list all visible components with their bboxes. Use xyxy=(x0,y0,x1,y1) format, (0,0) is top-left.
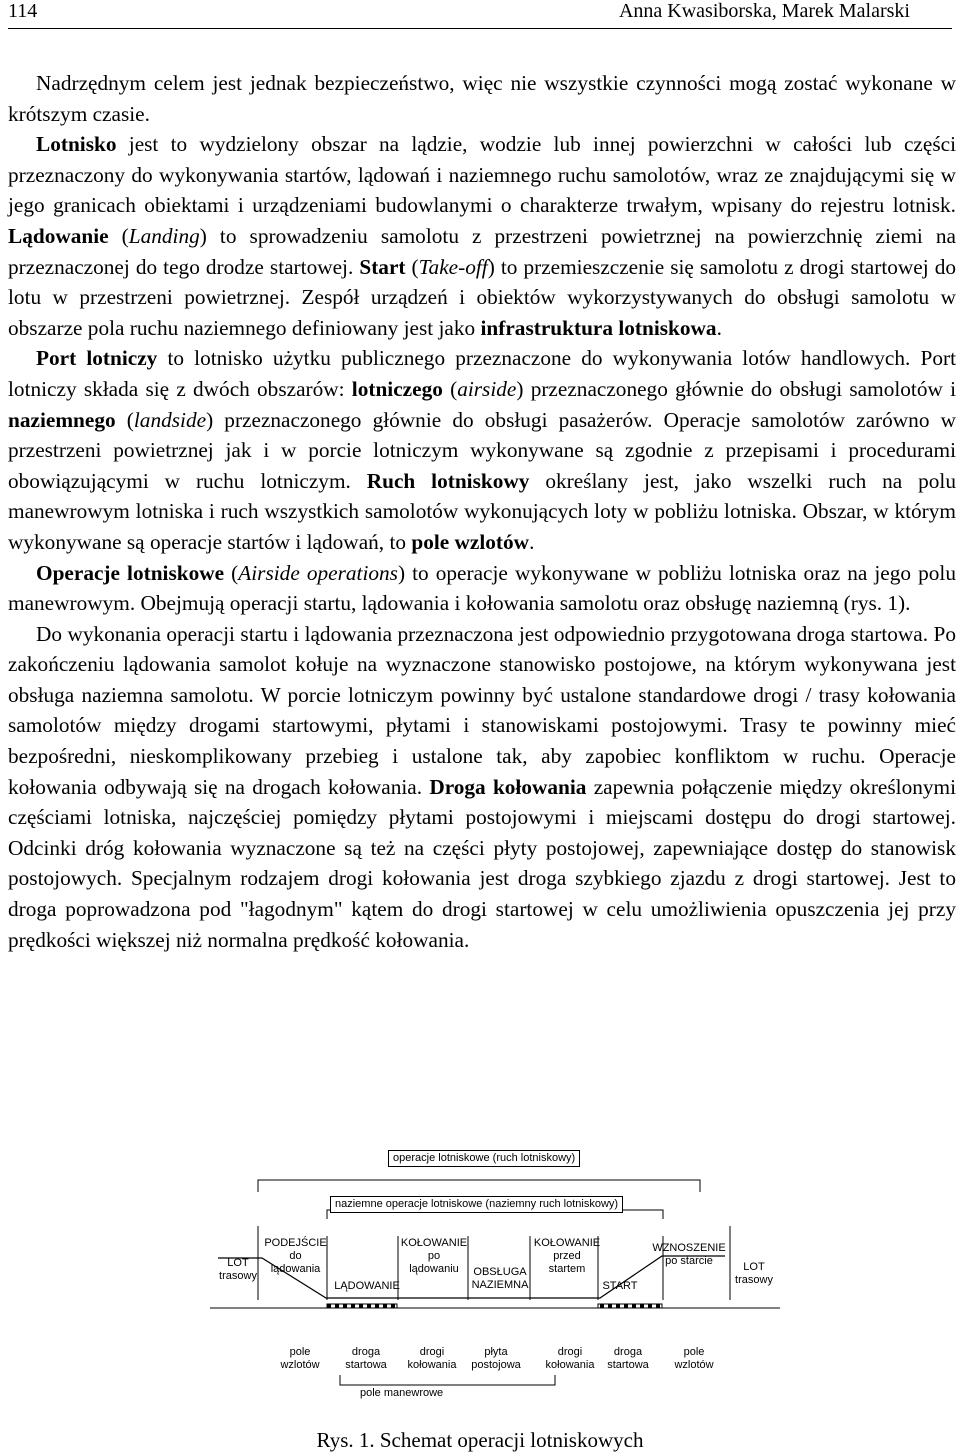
italic-term: Take-off xyxy=(418,254,488,279)
phase-label: PODEJŚCIE do lądowania xyxy=(264,1237,327,1275)
bold-term: naziemnego xyxy=(8,407,116,432)
text-run: to lotnisko użytku publicznego przeznaczone do wykonywania lotów handlowych. Port lotniczy składa się z dwóch obszarów: xyxy=(8,346,956,401)
paragraph xyxy=(8,558,956,619)
text-run: ( xyxy=(442,376,458,401)
text-run: ( xyxy=(115,407,134,432)
page-number: 114 xyxy=(8,0,38,22)
phase-label: LOT trasowy xyxy=(219,1257,257,1282)
paragraph xyxy=(8,619,956,956)
text-run: ( xyxy=(108,223,129,248)
text-run: ) przeznaczonego głównie do obsługi samolotów i xyxy=(516,376,956,401)
phase-label: WZNOSZENIE po starcie xyxy=(652,1242,726,1267)
area-label: pole wzlotów xyxy=(280,1346,320,1371)
text-run: . xyxy=(716,315,722,340)
paragraph xyxy=(8,68,956,129)
phase-label: LĄDOWANIE xyxy=(334,1280,400,1292)
phase-label: OBSŁUGA NAZIEMNA xyxy=(471,1266,529,1291)
body-text xyxy=(8,68,956,955)
bold-term: Ruch lotniskowy xyxy=(366,468,530,493)
paragraph xyxy=(8,129,956,343)
area-label: pole wzlotów xyxy=(674,1346,714,1371)
bold-term: Operacje lotniskowe xyxy=(36,560,225,585)
italic-term: landside xyxy=(133,407,207,432)
area-label: droga startowa xyxy=(345,1346,387,1371)
top-box-label: operacje lotniskowe (ruch lotniskowy) xyxy=(388,1150,580,1167)
italic-term: Airside operations xyxy=(238,560,398,585)
paragraph xyxy=(8,343,956,557)
text-run: ) to operacje wykonywane w pobliżu lotniska oraz na jego polu manewrowym. Obejmują operacji startu, lądowania i kołowania samolotu oraz obsługę naziemną (rys. 1). xyxy=(8,560,956,616)
text-run: ) to sprowadzeniu samolotu z przestrzeni powietrznej na powierzchnię ziemi na przeznaczonej do tego drodze startowej. xyxy=(8,223,956,279)
airport-operations-diagram xyxy=(0,1140,960,1420)
italic-term: airside xyxy=(457,376,517,401)
phase-label: KOŁOWANIE przed startem xyxy=(533,1237,601,1275)
header-rule xyxy=(8,28,952,29)
text-run: ( xyxy=(405,254,419,279)
bold-term: Port lotniczy xyxy=(36,346,158,371)
text-run: zapewnia połączenie między określonymi częściami lotniska, najczęściej pomiędzy płytami postojowymi i miejscami dostępu do drogi startowej. Odcinki dróg kołowania wyznaczone są też na części płyty postojowej, zapewniające dostęp do stanowisk postojowych. Specjalnym rodzajem drogi kołowania jest droga szybkiego zjazdu z drogi startowej. Jest to droga poprowadzona pod "łagodnym" kątem do drogi startowej w celu umożliwienia opuszczenia jej przy prędkości większej niż normalna prędkość kołowania. xyxy=(8,774,957,952)
running-head: Anna Kwasiborska, Marek Malarski xyxy=(618,0,910,22)
phase-label: LOT trasowy xyxy=(735,1261,773,1286)
text-run: określany jest, jako wszelki ruch na polu manewrowym lotniska i ruch wszystkich samolotów wykonujących loty w pobliżu lotniska. Obszar, w którym wykonywane są operacje startów i lądowań, to xyxy=(8,468,956,554)
bold-term: Droga kołowania xyxy=(429,774,587,799)
text-run: jest to wydzielony obszar na lądzie, wodzie lub innej powierzchni w całości lub części przeznaczony do wykonywania startów, lądowań i naziemnego ruchu samolotów, wraz ze znajdującymi się w jego granicach obiektami i urządzeniami budowlanymi o charakterze trwałym, wpisany do rejestru lotnisk. xyxy=(8,132,956,218)
phase-label: KOŁOWANIE po lądowaniu xyxy=(400,1237,468,1275)
text-run: ) przeznaczonego głównie do obsługi pasażerów. Operacje samolotów zarówno w przestrzeni powietrznej jak i w porcie lotniczym wykonywane są zgodnie z przepisami i procedurami obowiązującymi w ruchu lotniczym. xyxy=(8,407,956,493)
bottom-box-label: pole manewrowe xyxy=(360,1387,444,1399)
phase-label: START xyxy=(602,1280,638,1292)
figure-caption: Rys. 1. Schemat operacji lotniskowych xyxy=(316,1428,644,1452)
text-run: ) to przemieszczenie się samolotu z drogi startowej do lotu w przestrzeni powietrznej. Zespół urządzeń i obiektów wykorzystywanych do obsługi samolotu w obszarze pola ruchu naziemnego definiowany jest jako xyxy=(8,254,957,340)
text-run: Nadrzędnym celem jest jednak bezpieczeństwo, więc nie wszystkie czynności mogą zostać wykonane w krótszym czasie. xyxy=(8,71,956,126)
bold-term: Lądowanie xyxy=(8,223,109,248)
bold-term: pole wzlotów xyxy=(411,529,530,554)
second-box-label: naziemne operacje lotniskowe (naziemny ruch lotniskowy) xyxy=(330,1196,623,1213)
text-run: . xyxy=(529,529,535,554)
bold-term: Start xyxy=(359,254,406,279)
page-header xyxy=(0,0,960,22)
italic-term: Landing xyxy=(128,223,200,248)
text-run: ( xyxy=(224,560,239,585)
text-run: Do wykonania operacji startu i lądowania przeznaczona jest odpowiednio przygotowana droga startowa. Po zakończeniu lądowania samolot kołuje na wyznaczone stanowisko postojowe, na którym wykonywana jest obsługa naziemna samolotu. W porcie lotniczym powinny być ustalone standardowe drogi / trasy kołowania samolotów między drogami startowymi, płytami i stanowiskami postojowymi. Trasy te powinny mieć bezpośredni, nieskomplikowany przebieg i ustalone tak, aby zapobiec konfliktom w ruchu. Operacje kołowania odbywają się na drogach kołowania. xyxy=(8,621,956,799)
area-label: płyta postojowa xyxy=(471,1346,521,1371)
area-label: drogi kołowania xyxy=(407,1346,457,1371)
area-label: droga startowa xyxy=(607,1346,649,1371)
bold-term: lotniczego xyxy=(351,376,443,401)
bold-term: infrastruktura lotniskowa xyxy=(480,315,717,340)
bold-term: Lotnisko xyxy=(36,132,117,157)
area-label: drogi kołowania xyxy=(545,1346,595,1371)
